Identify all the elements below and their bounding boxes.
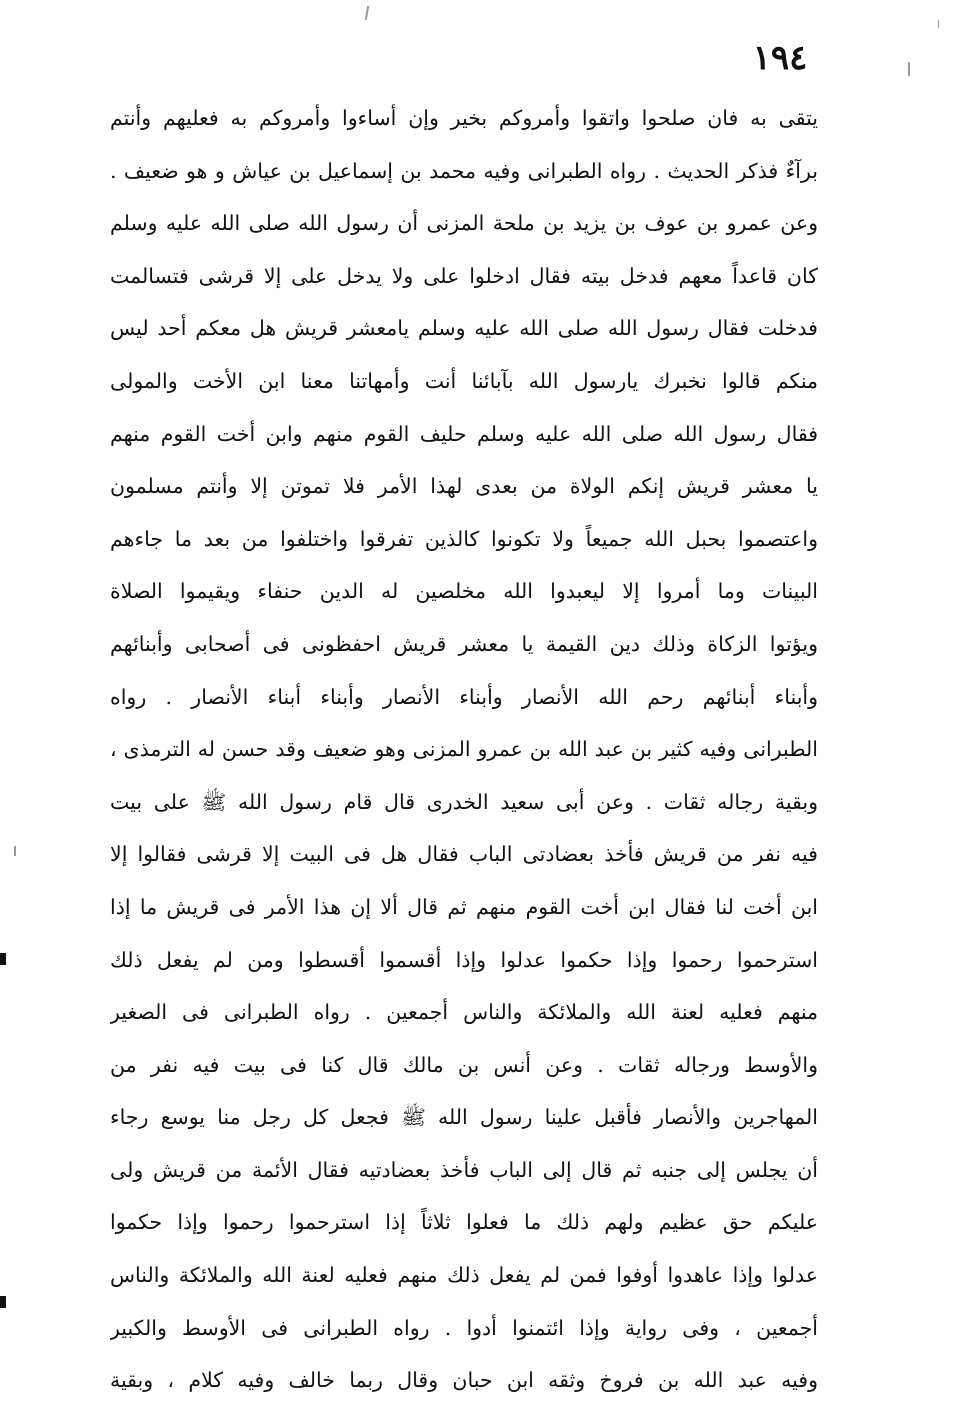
text-line: منهم فعليه لعنة الله والملائكة والناس أجمعين . رواه الطبرانى فى الصغير — [110, 1000, 818, 1025]
scan-mark — [0, 1296, 6, 1308]
text-line: ويؤتوا الزكاة وذلك دين القيمة يا معشر قريش احفظونى فى أصحابى وأبنائهم — [110, 631, 818, 656]
text-line: الطبرانى وفيه كثير بن عبد الله بن عمرو المزنى وهو ضعيف وقد حسن له الترمذى ، — [110, 737, 818, 762]
text-line: عدلوا وإذا عاهدوا أوفوا فمن لم يفعل ذلك منهم فعليه لعنة الله والملائكة والناس — [110, 1263, 818, 1288]
text-line: البينات وما أمروا إلا ليعبدوا الله مخلصين له الدين حنفاء ويقيموا الصلاة — [110, 579, 818, 604]
text-line: وأبناء أبنائهم رحم الله الأنصار وأبناء الأنصار وأبناء أبناء الأنصار . رواه — [110, 684, 818, 709]
text-line: منكم قالوا نخبرك يارسول الله بآبائنا أنت وأمهاتنا معنا ابن الأخت والمولى — [110, 368, 818, 393]
scan-speck — [908, 62, 910, 76]
scan-speck — [14, 846, 16, 856]
text-line: فقال رسول الله صلى الله عليه وسلم حليف القوم منهم وابن أخت القوم منهم — [110, 421, 818, 446]
text-line: المهاجرين والأنصار فأقبل علينا رسول الله ﷺ فجعل كل رجل منا يوسع رجاء — [110, 1105, 818, 1130]
text-line: وبقية رجاله ثقات . وعن أبى سعيد الخدرى قال قام رسول الله ﷺ على بيت — [110, 789, 818, 814]
scan-mark — [0, 953, 6, 965]
text-line: وعن عمرو بن عوف بن يزيد بن ملحة المزنى أن رسول الله صلى الله عليه وسلم — [110, 211, 818, 236]
text-line: وفيه عبد الله بن فروخ وثقه ابن حبان وقال ربما خالف وفيه كلام ، وبقية — [110, 1368, 818, 1393]
text-line: برآءٌ فذكر الحديث . رواه الطبرانى وفيه محمد بن إسماعيل بن عياش و هو ضعيف . — [110, 158, 818, 183]
text-line: واعتصموا بحبل الله جميعاً ولا تكونوا كالذين تفرقوا واختلفوا من بعد ما جاءهم — [110, 526, 818, 551]
text-line: يا معشر قريش إنكم الولاة من بعدى لهذا الأمر فلا تموتن إلا وأنتم مسلمون — [110, 474, 818, 499]
text-line: فدخلت فقال رسول الله صلى الله عليه وسلم يامعشر قريش هل معكم أحد ليس — [110, 316, 818, 341]
scan-speck — [938, 20, 939, 28]
text-line: والأوسط ورجاله ثقات . وعن أنس بن مالك قال كنا فى بيت فيه نفر من — [110, 1052, 818, 1077]
text-line: كان قاعداً معهم فدخل بيته فقال ادخلوا على ولا يدخل على إلا قرشى فتسالمت — [110, 263, 818, 288]
page-number: ١٩٤ — [752, 38, 808, 78]
body-text — [110, 92, 818, 1407]
text-line: عليكم حق عظيم ولهم ذلك ما فعلوا ثلاثاً إذا استرحموا رحموا وإذا حكموا — [110, 1210, 818, 1235]
text-line: ابن أخت لنا فقال ابن أخت القوم منهم ثم قال ألا إن هذا الأمر فى قريش ما إذا — [110, 894, 818, 919]
text-line: فيه نفر من قريش فأخذ بعضادتى الباب فقال هل فى البيت إلا قرشى فقالوا إلا — [110, 842, 818, 867]
text-line: أجمعين ، وفى رواية وإذا ائتمنوا أدوا . رواه الطبرانى فى الأوسط والكبير — [110, 1315, 818, 1340]
text-line: يتقى به فان صلحوا واتقوا وأمروكم بخير وإن أساءوا وأمروكم به فعليهم وأنتم — [110, 106, 818, 130]
text-line: استرحموا رحموا وإذا حكموا عدلوا وإذا أقسموا أقسطوا ومن لم يفعل ذلك — [110, 947, 818, 972]
text-line: أن يجلس إلى جنبه ثم قال إلى الباب فأخذ بعضادتيه فقال الأئمة من قريش ولى — [110, 1157, 818, 1182]
scan-speck — [365, 6, 369, 20]
